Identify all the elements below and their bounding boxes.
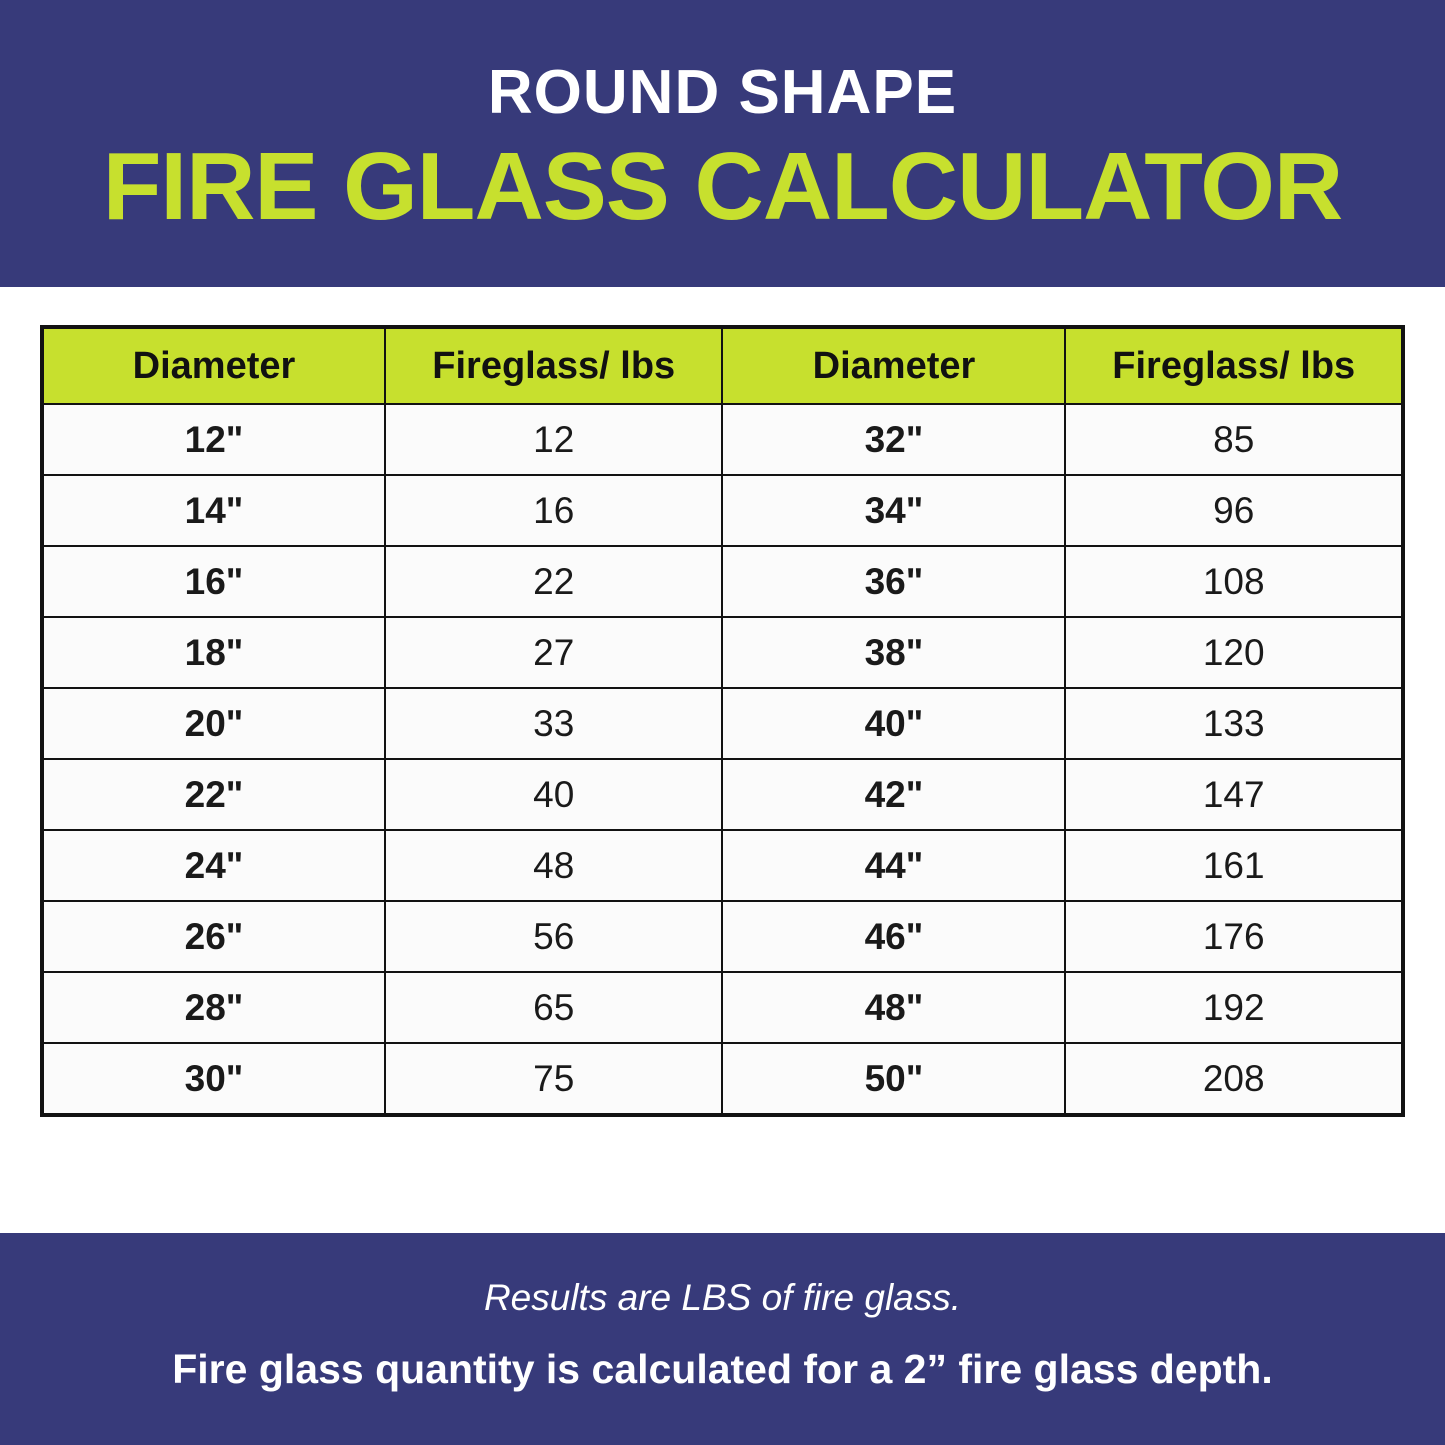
cell-fireglass: 65 — [385, 972, 723, 1043]
cell-diameter: 14" — [42, 475, 385, 546]
cell-diameter: 16" — [42, 546, 385, 617]
table-row — [42, 972, 1403, 1043]
cell-diameter: 50" — [722, 1043, 1065, 1115]
table-row — [42, 901, 1403, 972]
page-header — [0, 0, 1445, 287]
table-container — [0, 287, 1445, 1233]
cell-fireglass: 108 — [1065, 546, 1403, 617]
table-row — [42, 617, 1403, 688]
column-header-fireglass-1: Fireglass/ lbs — [385, 327, 723, 404]
footer-note: Results are LBS of fire glass. — [483, 1277, 962, 1319]
cell-fireglass: 96 — [1065, 475, 1403, 546]
column-header-fireglass-2: Fireglass/ lbs — [1065, 327, 1403, 404]
cell-diameter: 12" — [42, 404, 385, 475]
cell-fireglass: 40 — [385, 759, 723, 830]
table-body — [42, 404, 1403, 1115]
cell-fireglass: 120 — [1065, 617, 1403, 688]
cell-diameter: 32" — [722, 404, 1065, 475]
cell-diameter: 38" — [722, 617, 1065, 688]
header-subtitle: ROUND SHAPE — [487, 58, 958, 127]
cell-fireglass: 16 — [385, 475, 723, 546]
cell-fireglass: 33 — [385, 688, 723, 759]
table-row — [42, 759, 1403, 830]
cell-fireglass: 133 — [1065, 688, 1403, 759]
cell-diameter: 22" — [42, 759, 385, 830]
table-row — [42, 475, 1403, 546]
cell-fireglass: 85 — [1065, 404, 1403, 475]
column-header-diameter-2: Diameter — [722, 327, 1065, 404]
cell-diameter: 44" — [722, 830, 1065, 901]
footer-depth-note: Fire glass quantity is calculated for a 2” fire glass depth. — [172, 1345, 1273, 1392]
table-row — [42, 830, 1403, 901]
column-header-diameter-1: Diameter — [42, 327, 385, 404]
table-row — [42, 688, 1403, 759]
cell-fireglass: 192 — [1065, 972, 1403, 1043]
cell-diameter: 20" — [42, 688, 385, 759]
cell-diameter: 36" — [722, 546, 1065, 617]
cell-diameter: 24" — [42, 830, 385, 901]
cell-diameter: 28" — [42, 972, 385, 1043]
cell-diameter: 26" — [42, 901, 385, 972]
cell-fireglass: 75 — [385, 1043, 723, 1115]
cell-fireglass: 176 — [1065, 901, 1403, 972]
cell-fireglass: 56 — [385, 901, 723, 972]
cell-diameter: 34" — [722, 475, 1065, 546]
cell-fireglass: 22 — [385, 546, 723, 617]
cell-diameter: 46" — [722, 901, 1065, 972]
cell-fireglass: 208 — [1065, 1043, 1403, 1115]
cell-diameter: 48" — [722, 972, 1065, 1043]
cell-fireglass: 161 — [1065, 830, 1403, 901]
page-title: FIRE GLASS CALCULATOR — [102, 133, 1343, 241]
cell-diameter: 30" — [42, 1043, 385, 1115]
cell-fireglass: 27 — [385, 617, 723, 688]
cell-fireglass: 12 — [385, 404, 723, 475]
cell-fireglass: 48 — [385, 830, 723, 901]
table-row — [42, 404, 1403, 475]
table-header-row — [42, 327, 1403, 404]
cell-diameter: 42" — [722, 759, 1065, 830]
table-row — [42, 1043, 1403, 1115]
page-footer — [0, 1233, 1445, 1445]
cell-diameter: 40" — [722, 688, 1065, 759]
cell-fireglass: 147 — [1065, 759, 1403, 830]
cell-diameter: 18" — [42, 617, 385, 688]
fire-glass-table — [40, 325, 1405, 1117]
table-row — [42, 546, 1403, 617]
